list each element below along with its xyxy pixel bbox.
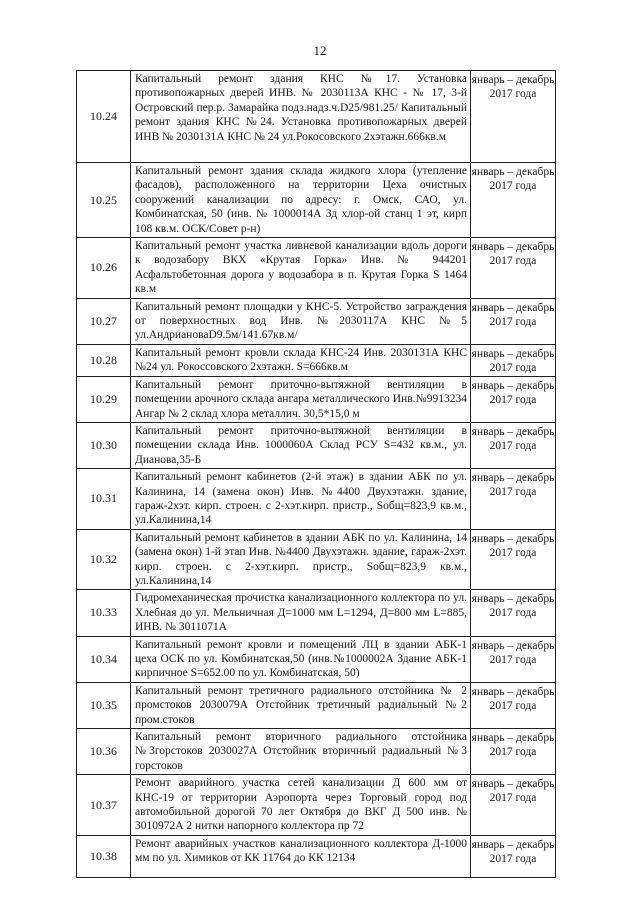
row-number: 10.38 (77, 835, 131, 877)
period-year: 2017 года (489, 699, 537, 712)
period-cell (471, 636, 556, 682)
period-year: 2017 года (489, 607, 537, 620)
works-table (76, 70, 556, 878)
table-row (77, 238, 556, 299)
page-number: 12 (313, 43, 327, 58)
period-range: январь – декабрь (471, 379, 555, 392)
work-description: Капитальный ремонт третичного радиального отстойника № 2 промстоков 2030079А Отстойник третичный радиальный №2 пром.стоков (131, 682, 471, 728)
period-year: 2017 года (489, 180, 537, 192)
table-row (77, 376, 556, 422)
table-row (77, 469, 556, 530)
period-year: 2017 года (489, 439, 537, 452)
period-range: январь – декабрь (471, 347, 555, 360)
period-range: январь – декабрь (471, 241, 555, 254)
period-range: январь – декабрь (471, 425, 555, 438)
period-cell (471, 71, 556, 163)
period-cell (471, 729, 556, 775)
work-description: Капитальный ремонт приточно-вытяжной вентиляции в помещении арочного склада ангара металлического Инв.№9913234 Ангар № 2 склад хлора металлич. 30,5*15,0 м (131, 376, 471, 422)
table-row (77, 729, 556, 775)
row-number: 10.37 (77, 775, 131, 836)
row-number: 10.28 (77, 344, 131, 376)
period-cell (471, 469, 556, 530)
period-year: 2017 года (489, 486, 537, 499)
row-number: 10.36 (77, 729, 131, 775)
period-range: январь – декабрь (471, 74, 555, 86)
period-range: январь – декабрь (471, 166, 555, 178)
work-description: Гидромеханическая прочистка канализационного коллектора по ул. Хлебная до ул. Мельничная Д=1000 мм L=1294, Д=800 мм L=885, ИНВ. № 3011071А (131, 590, 471, 636)
row-number: 10.25 (77, 163, 131, 238)
period-range: январь – декабрь (471, 732, 555, 745)
period-year: 2017 года (489, 546, 537, 559)
table-row (77, 529, 556, 590)
work-description: Капитальный ремонт кабинетов (2-й этаж) в здании АБК по ул. Калинина, 14 (замена окон) Инв. №4400 Двухэтажн. здание, гараж-2хэт. кирп. строен. с 2-хэт.кирп. пристр., Sобщ=823,9 кв.м., ул.Калинина,14 (131, 469, 471, 530)
table-row (77, 163, 556, 238)
period-cell (471, 529, 556, 590)
period-year: 2017 года (489, 792, 537, 805)
period-cell (471, 163, 556, 238)
period-year: 2017 года (489, 746, 537, 759)
period-year: 2017 года (489, 88, 537, 100)
period-cell (471, 344, 556, 376)
table-row (77, 682, 556, 728)
table-row (77, 590, 556, 636)
period-cell (471, 238, 556, 299)
row-number: 10.30 (77, 422, 131, 468)
period-year: 2017 года (489, 315, 537, 328)
table-row (77, 835, 556, 877)
row-number: 10.26 (77, 238, 131, 299)
work-description: Капитальный ремонт приточно-вытяжной вентиляции в помещении склада Инв. 1000060А Склад РСУ S=432 кв.м., ул. Дианова,35-Б (131, 422, 471, 468)
period-year: 2017 года (489, 361, 537, 374)
table-row (77, 775, 556, 836)
row-number: 10.24 (77, 71, 131, 163)
table-row (77, 344, 556, 376)
table-row (77, 422, 556, 468)
period-cell (471, 422, 556, 468)
row-number: 10.27 (77, 298, 131, 344)
work-description: Капитальный ремонт площадки у КНС-5. Устройство заграждения от поверхностных вод Инв. №2030117А КНС №5 ул.АндриановаD9.5м/141.67кв.м/ (131, 298, 471, 344)
period-cell (471, 682, 556, 728)
row-number: 10.31 (77, 469, 131, 530)
period-cell (471, 590, 556, 636)
period-year: 2017 года (489, 852, 537, 865)
work-description: Капитальный ремонт здания склада жидкого хлора (утепление фасадов), расположенного на территории Цеха очистных сооружений канализации по адресу: г. Омск, САО, ул. Комбинатская, 50 (инв. № 1000014А Зд хлор-ой станц 1 эт, кирп 108 кв.м. ОСК/Совет р-н) (131, 163, 471, 238)
row-number: 10.33 (77, 590, 131, 636)
table-row (77, 298, 556, 344)
table-row (77, 71, 556, 163)
period-year: 2017 года (489, 393, 537, 406)
period-year: 2017 года (489, 653, 537, 666)
work-description: Капитальный ремонт кровли и помещений ЛЦ в здании АБК-1 цеха ОСК по ул. Комбинатская,50 (инв.№1000002А Здание АБК-1 кирпичное S=652.00 по ул. Комбинатская, 50) (131, 636, 471, 682)
period-year: 2017 года (489, 255, 537, 268)
work-description: Капитальный ремонт кабинетов в здании АБК по ул. Калинина, 14 (замена окон) 1-й этап Инв. №4400 Двухэтажн. здание, гараж-2хэт. кирп. строен. с 2-хэт.кирп. пристр., Sобщ=823,9 кв.м., ул.Калинина,14 (131, 529, 471, 590)
work-description: Капитальный ремонт кровли склада КНС-24 Инв. 2030131А КНС №24 ул. Рокоссовского 2хэтажн. S=666кв.м (131, 344, 471, 376)
row-number: 10.35 (77, 682, 131, 728)
table-row (77, 636, 556, 682)
period-cell (471, 298, 556, 344)
period-range: январь – декабрь (471, 301, 555, 314)
period-range: январь – декабрь (471, 778, 555, 791)
work-description: Ремонт аварийного участка сетей канализации Д 600 мм от КНС-19 от территории Аэропорта через Торговый город под автомобильной дорогой 70 лет Октября до ВКГ Д 500 инв. № 3010972А 2 нитки напорного коллектора пр 72 (131, 775, 471, 836)
period-range: январь – декабрь (471, 838, 555, 851)
row-number: 10.34 (77, 636, 131, 682)
period-cell (471, 775, 556, 836)
work-description: Капитальный ремонт вторичного радиального отстойника №3горстоков 2030027А Отстойник вторичный радиальный №3 горстоков (131, 729, 471, 775)
period-range: январь – декабрь (471, 532, 555, 545)
row-number: 10.29 (77, 376, 131, 422)
work-description: Капитальный ремонт здания КНС №17. Установка противопожарных дверей ИНВ. № 2030113А КНС - № 17, 3-й Островский пер.р. Замарайка подз.надз.ч.D25/981.25/ Капитальный ремонт здания КНС №24. Установка противопожарных дверей ИНВ № 2030131А КНС № 24 ул.Рокосовского 2хэтажн.666кв.м (131, 71, 471, 163)
row-number: 10.32 (77, 529, 131, 590)
work-description: Капитальный ремонт участка ливневой канализации вдоль дороги к водозабору ВКХ «Крутая Горка» Инв. № 944201 Асфальтобетонная дорога у водозабора в п. Крутая Горка S 1464 кв.м (131, 238, 471, 299)
period-cell (471, 835, 556, 877)
period-cell (471, 376, 556, 422)
work-description: Ремонт аварийных участков канализационного коллектора Д-1000 мм по ул. Химиков от КК 11764 до КК 12134 (131, 835, 471, 877)
period-range: январь – декабрь (471, 685, 555, 698)
period-range: январь – декабрь (471, 593, 555, 606)
period-range: январь – декабрь (471, 639, 555, 652)
period-range: январь – декабрь (471, 472, 555, 485)
